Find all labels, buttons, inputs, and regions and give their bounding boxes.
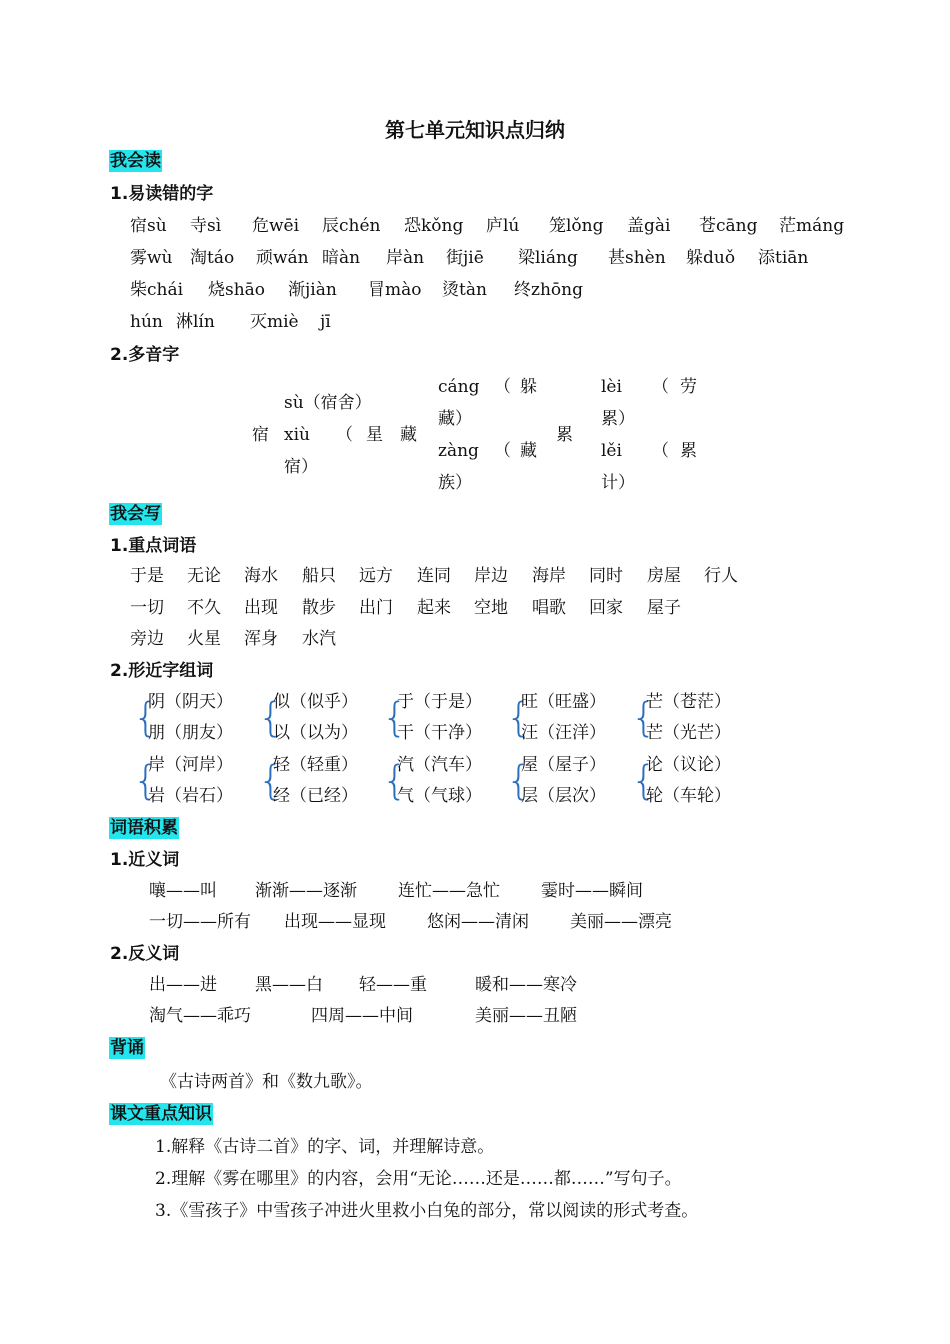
antonym-row-1 [149,974,605,996]
group-item: 轮（车轮） [646,786,731,806]
word-item: 空地 [474,598,508,618]
synonym-pair: 连忙——急忙 [398,881,500,901]
poly-cang-line1b: （ [494,377,511,397]
word-item: 房屋 [647,566,681,586]
word-item: 海水 [244,566,278,586]
section-label-write: 我会写 [110,504,161,524]
char-item: 灭miè [250,312,299,332]
group-item: 干（干净） [397,723,482,743]
brace-icon: { [133,758,159,804]
poly-su-line2d: 藏 [400,425,417,445]
group-item: 芒（光芒） [646,723,731,743]
word-item: 旁边 [130,629,164,649]
group-item: 朋（朋友） [148,723,233,743]
poly-lei-line3c: 累 [680,441,697,461]
keyword-row-1 [130,565,754,587]
poly-cang-line1c: 躲 [520,377,537,397]
poly-char-lei: 累 [556,425,573,445]
subheading-polyphonic: 2.多音字 [110,345,180,365]
char-item: 烧shāo [208,280,266,300]
subheading-key-words: 1.重点词语 [110,536,197,556]
brace-icon: { [133,695,159,741]
poly-su-line2b: （ [336,425,353,445]
brace-icon: { [382,758,408,804]
char-item: 柴chái [130,280,184,300]
char-item: 雾wù [130,248,173,268]
brace-icon: { [258,695,284,741]
synonym-pair: 出现——显现 [284,912,386,932]
group-item: 岸（河岸） [148,755,233,775]
knowledge-item: 1.解释《古诗二首》的字、词，并理解诗意。 [155,1137,495,1157]
group-item: 经（已经） [273,786,358,806]
poly-cang-line3a: zàng [438,441,479,461]
char-item: 茫máng [779,216,845,236]
synonym-pair: 美丽——漂亮 [570,912,672,932]
word-item: 出门 [359,598,393,618]
knowledge-item: 3.《雪孩子》中雪孩子冲进火里救小白兔的部分，常以阅读的形式考查。 [155,1201,699,1221]
recite-text: 《古诗两首》和《数九歌》。 [160,1072,373,1092]
group-item: 层（层次） [521,786,606,806]
misread-row-2 [130,247,828,269]
char-item: 渐jiàn [288,280,337,300]
poly-su-line2a: xiù [284,425,310,445]
poly-su-line1: sù（宿舍） [284,393,372,413]
word-item: 唱歌 [532,598,566,618]
poly-lei-line4: 计） [601,473,635,493]
poly-char-su: 宿 [252,425,269,445]
poly-lei-line3b: （ [652,441,669,461]
group-item: 于（于是） [397,692,482,712]
char-item: 梁liáng [518,248,578,268]
subheading-antonyms: 2.反义词 [110,944,180,964]
group-item: 似（似乎） [273,692,358,712]
poly-lei-line2: 累） [601,409,635,429]
char-item: jī [320,312,331,332]
poly-cang-line3c: 藏 [520,441,537,461]
word-item: 屋子 [647,598,681,618]
poly-lei-line1a: lèi [601,377,622,397]
brace-icon: { [258,758,284,804]
word-item: 出现 [244,598,278,618]
group-item: 阴（阴天） [148,692,233,712]
antonym-pair: 四周——中间 [311,1006,413,1026]
poly-lei-line1b: （ [652,377,669,397]
synonym-pair: 一切——所有 [149,912,251,932]
char-item: 暗àn [322,248,361,268]
synonym-pair: 嚷——叫 [149,881,217,901]
antonym-pair: 美丽——丑陋 [475,1006,577,1026]
char-item: 终zhōng [514,280,583,300]
poly-cang-line4: 族） [438,473,472,493]
antonym-pair: 轻——重 [359,975,427,995]
word-item: 回家 [589,598,623,618]
subheading-misread-chars: 1.易读错的字 [110,184,214,204]
poly-cang-line1a: cáng [438,377,480,397]
poly-su-line3: 宿） [284,457,318,477]
synonym-pair: 霎时——瞬间 [541,881,643,901]
poly-lei-line1c: 劳 [680,377,697,397]
antonym-pair: 淘气——乖巧 [149,1006,251,1026]
word-item: 岸边 [474,566,508,586]
keyword-row-3 [130,628,352,650]
synonym-pair: 渐渐——逐渐 [255,881,357,901]
brace-icon: { [382,695,408,741]
char-item: 宿sù [130,216,167,236]
misread-row-1 [130,215,849,237]
char-item: 冒mào [368,280,422,300]
group-item: 论（议论） [646,755,731,775]
misread-row-4 [130,311,360,333]
char-item: 恐kǒng [404,216,464,236]
word-item: 行人 [704,566,738,586]
section-label-recite: 背诵 [110,1038,144,1058]
synonym-row-2 [149,911,700,933]
word-item: 无论 [187,566,221,586]
group-item: 旺（旺盛） [521,692,606,712]
char-item: 盖gài [627,216,671,236]
subheading-synonyms: 1.近义词 [110,850,180,870]
char-item: 苍cāng [699,216,758,236]
word-item: 浑身 [244,629,278,649]
brace-icon: { [506,758,532,804]
poly-lei-line3a: lěi [601,441,622,461]
char-item: 甚shèn [608,248,666,268]
group-item: 轻（轻重） [273,755,358,775]
section-label-vocab: 词语积累 [110,818,178,838]
poly-cang-line2: 藏） [438,409,472,429]
brace-icon: { [631,695,657,741]
char-item: 顽wán [256,248,309,268]
word-item: 海岸 [532,566,566,586]
char-item: 烫tàn [442,280,487,300]
char-item: 街jiē [446,248,484,268]
knowledge-item: 2.理解《雾在哪里》的内容，会用“无论……还是……都……”写句子。 [155,1169,682,1189]
word-item: 不久 [187,598,221,618]
char-item: 淘táo [190,248,235,268]
char-item: 辰chén [322,216,381,236]
char-item: 笼lǒng [549,216,604,236]
word-item: 连同 [417,566,451,586]
char-item: 添tiān [758,248,809,268]
group-item: 汪（汪洋） [521,723,606,743]
page-title: 第七单元知识点归纳 [385,118,565,142]
word-item: 火星 [187,629,221,649]
char-item: 躲duǒ [686,248,736,268]
char-item: 危wēi [252,216,300,236]
group-item: 以（以为） [273,723,358,743]
section-label-key-knowledge: 课文重点知识 [110,1104,212,1124]
char-item: hún [130,312,163,332]
keyword-row-2 [130,597,697,619]
word-item: 起来 [417,598,451,618]
group-item: 汽（汽车） [397,755,482,775]
antonym-pair: 暖和——寒冷 [475,975,577,995]
antonym-pair: 出——进 [149,975,217,995]
group-item: 岩（岩石） [148,786,233,806]
group-item: 气（气球） [397,786,482,806]
group-item: 芒（苍茫） [646,692,731,712]
group-item: 屋（屋子） [521,755,606,775]
poly-su-line2c: 星 [366,425,383,445]
synonym-row-1 [149,880,671,902]
brace-icon: { [506,695,532,741]
word-item: 水汽 [302,629,336,649]
word-item: 同时 [589,566,623,586]
subheading-similar-chars: 2.形近字组词 [110,661,214,681]
char-item: 庐lú [486,216,520,236]
char-item: 淋lín [176,312,215,332]
antonym-pair: 黑——白 [255,975,323,995]
word-item: 远方 [359,566,393,586]
poly-cang-line3b: （ [494,441,511,461]
antonym-row-2 [149,1005,605,1027]
word-item: 于是 [130,566,164,586]
misread-row-3 [130,279,594,301]
word-item: 一切 [130,598,164,618]
section-label-read: 我会读 [110,151,161,171]
char-item: 寺sì [190,216,222,236]
char-item: 岸àn [386,248,425,268]
word-item: 散步 [302,598,336,618]
word-item: 船只 [302,566,336,586]
synonym-pair: 悠闲——清闲 [427,912,529,932]
brace-icon: { [631,758,657,804]
